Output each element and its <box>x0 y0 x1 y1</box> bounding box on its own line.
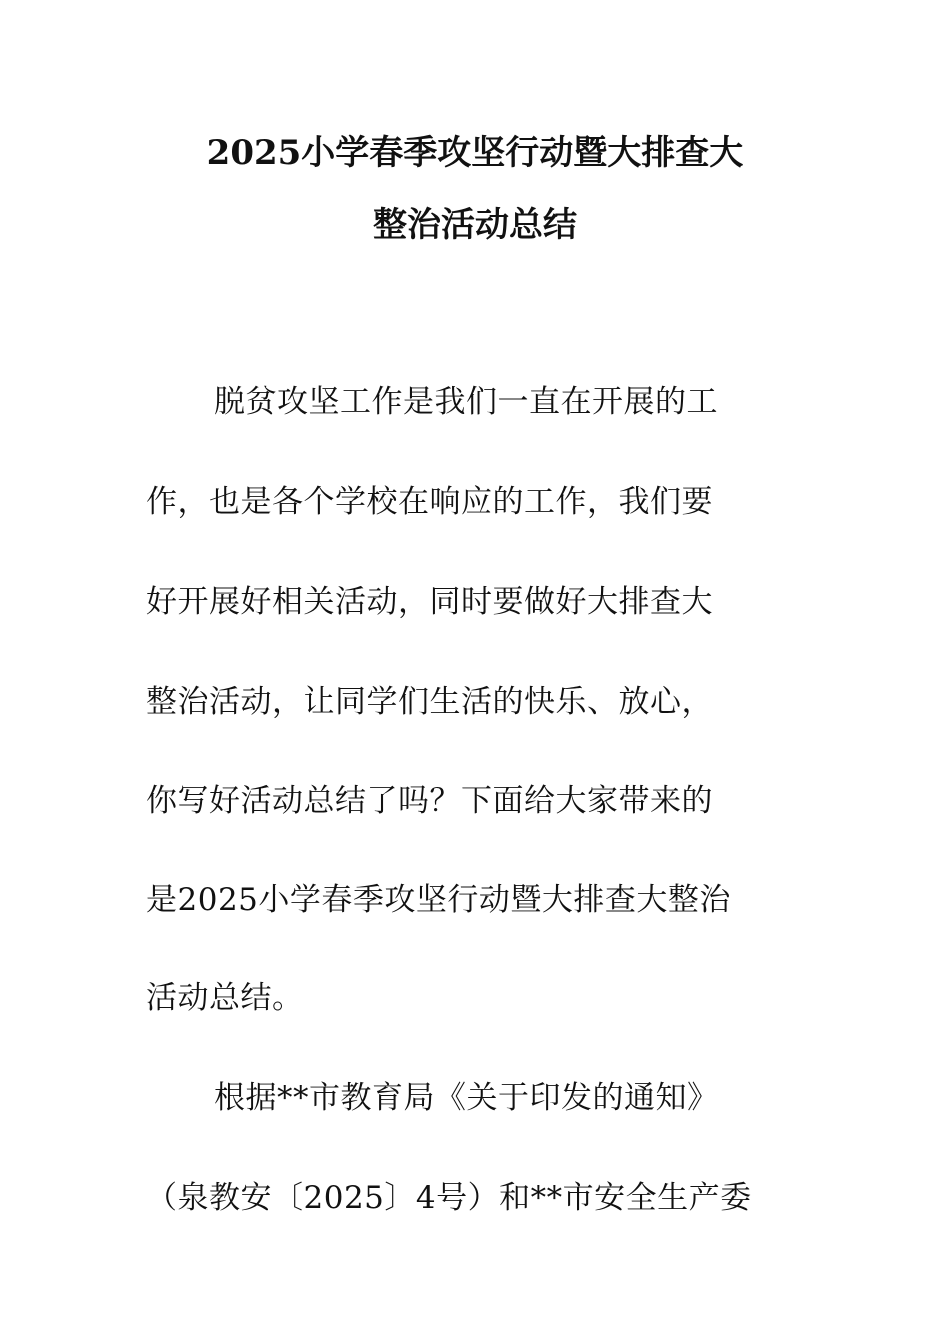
paragraph-line: 好开展好相关活动，同时要做好大排查大 <box>146 584 713 620</box>
paragraph-line: 你写好活动总结了吗？下面给大家带来的 <box>146 783 713 819</box>
document-title-line-1: 2025小学春季攻坚行动暨大排查大 <box>206 133 744 173</box>
paragraph-line: 脱贫攻坚工作是我们一直在开展的工 <box>214 384 718 420</box>
paragraph-line: 作，也是各个学校在响应的工作，我们要 <box>146 484 713 520</box>
document-title-line-2: 整治活动总结 <box>373 205 577 245</box>
paragraph-line: 活动总结。 <box>146 980 304 1016</box>
paragraph-line: 根据**市教育局《关于印发的通知》 <box>214 1080 719 1116</box>
paragraph-line: （泉教安〔2025〕4号）和**市安全生产委 <box>146 1180 752 1216</box>
paragraph-line: 整治活动，让同学们生活的快乐、放心， <box>146 684 713 720</box>
paragraph-line: 是2025小学春季攻坚行动暨大排查大整治 <box>146 882 731 918</box>
